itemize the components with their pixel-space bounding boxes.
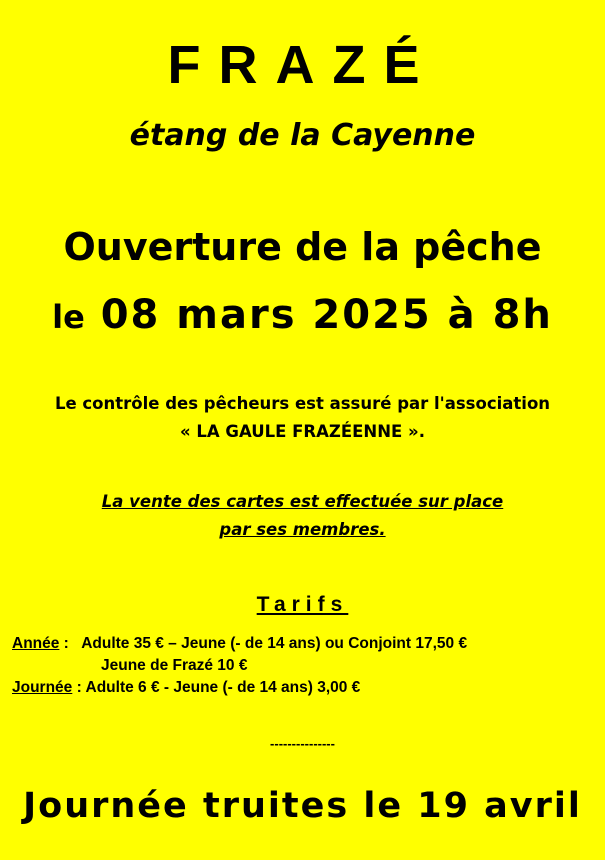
- tarif-sep-annee: :: [59, 635, 82, 652]
- tarif-value-journee: Adulte 6 € - Jeune (- de 14 ans) 3,00 €: [85, 679, 361, 696]
- tarif-row-journee: [12, 677, 360, 699]
- subtitle: étang de la Cayenne: [129, 118, 476, 153]
- tarifs-heading: Tarifs: [256, 593, 349, 616]
- tarif-row-annee-cont: Jeune de Frazé 10 €: [101, 657, 248, 674]
- tarif-label-journee: Journée: [12, 679, 73, 696]
- headline-line-1: Ouverture de la pêche: [63, 225, 542, 269]
- page-title: FRAZÉ: [167, 35, 438, 95]
- control-text-line-2: « LA GAULE FRAZÉENNE ».: [180, 422, 425, 441]
- sales-text-line-1: La vente des cartes est effectuée sur place: [101, 492, 504, 511]
- footer-event: Journée truites le 19 avril: [23, 786, 582, 826]
- tarif-label-annee: Année: [12, 635, 60, 652]
- control-text-line-1: Le contrôle des pêcheurs est assuré par l'association: [54, 394, 551, 413]
- headline-date: 08 mars 2025 à 8h: [100, 292, 553, 338]
- sales-text-line-2: par ses membres.: [219, 520, 386, 539]
- separator: ---------------: [270, 736, 335, 751]
- headline-line-2: [0, 290, 605, 342]
- tarif-value-annee: Adulte 35 € – Jeune (- de 14 ans) ou Conjoint 17,50 €: [81, 635, 468, 652]
- tarif-sep-journee: :: [72, 679, 86, 696]
- headline-prefix: le: [52, 298, 85, 336]
- tarif-row-annee: [12, 633, 467, 655]
